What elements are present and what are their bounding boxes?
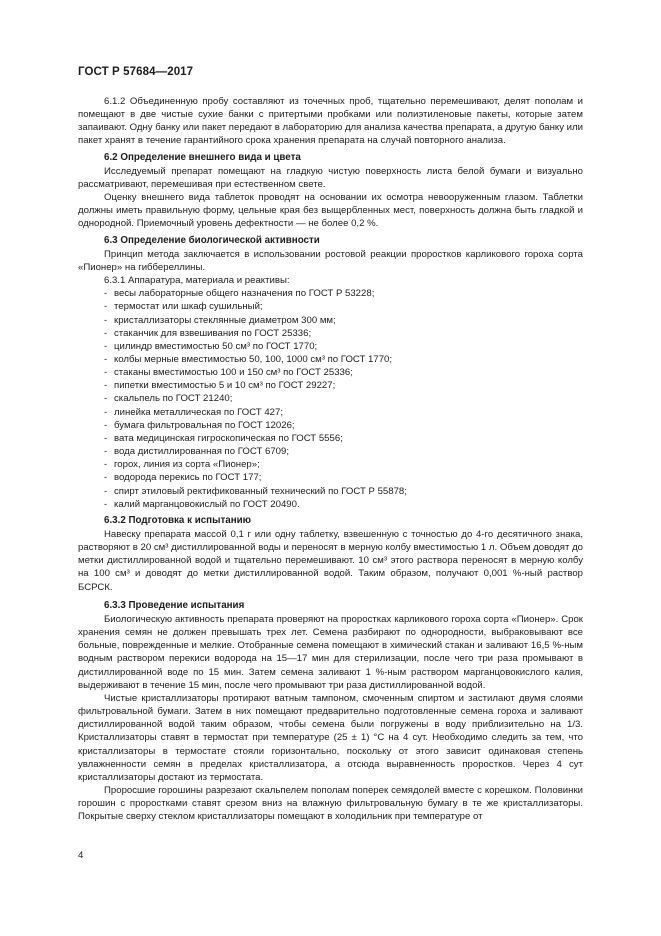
list-marker: - — [104, 432, 108, 444]
list-marker: - — [104, 472, 108, 484]
list-marker: - — [104, 485, 108, 497]
list-item — [78, 485, 583, 498]
heading-6-2: 6.2 Определение внешнего вида и цвета — [104, 151, 301, 163]
heading-6-3-3: 6.3.3 Проведение испытания — [104, 599, 245, 611]
list-item — [78, 300, 583, 313]
list-item — [78, 366, 583, 379]
list-item-text: скальпель по ГОСТ 21240; — [114, 393, 233, 405]
list-item-text: вата медицинская гигроскопическая по ГОСТ 5556; — [114, 432, 343, 444]
list-item-text: колбы мерные вместимостью 50, 100, 1000 см³ по ГОСТ 1770; — [114, 353, 393, 365]
list-item-text: вода дистиллированная по ГОСТ 6709; — [114, 446, 290, 458]
list-item-text: весы лабораторные общего назначения по ГОСТ Р 53228; — [114, 288, 375, 300]
list-item-text: бумага фильтровальная по ГОСТ 12026; — [114, 419, 295, 431]
list-marker: - — [104, 353, 108, 365]
list-item-text: калий марганцовокислый по ГОСТ 20490. — [114, 498, 300, 510]
list-marker: - — [104, 380, 108, 392]
list-item-text: кристаллизаторы стеклянные диаметром 300 мм; — [114, 314, 336, 326]
list-item — [78, 379, 583, 392]
list-marker: - — [104, 459, 108, 471]
list-marker: - — [104, 301, 108, 313]
equipment-list — [78, 287, 583, 511]
list-item — [78, 340, 583, 353]
list-marker: - — [104, 393, 108, 405]
list-item-text: термостат или шкаф сушильный; — [114, 301, 263, 313]
list-marker: - — [104, 367, 108, 379]
list-item — [78, 314, 583, 327]
list-item-text: цилиндр вместимостью 50 см³ по ГОСТ 1770; — [114, 340, 318, 352]
list-marker: - — [104, 419, 108, 431]
paragraph-6-3-3: Биологическую активность препарата проверяют на проростках карликового гороха сорта «Пионер». Срок хранения семян не должен превышать трех лет. Семена разбирают по однородности, выбраковывают все больные, поврежденные и мелкие. Отобранные семена помещают в химический стакан и заливают 16,5 %-ным водным раствором перекиси водорода на 15—17 мин для стерилизации, после чего три раза промывают в дистиллированной воде по 15 мин. Затем семена заливают 1 %-ным раствором марганцовокислого калия, выдерживают в течение 15 мин, после чего промывают три раза дистиллированной водой. — [78, 613, 583, 691]
list-item — [78, 353, 583, 366]
heading-6-3-2: 6.3.2 Подготовка к испытанию — [104, 514, 252, 526]
list-item — [78, 432, 583, 445]
list-marker: - — [104, 327, 108, 339]
list-marker: - — [104, 340, 108, 352]
page-number: 4 — [78, 850, 84, 861]
list-marker: - — [104, 406, 108, 418]
document-body — [78, 95, 583, 823]
list-item — [78, 458, 583, 471]
list-marker: - — [104, 314, 108, 326]
paragraph-6-3-2: Навеску препарата массой 0,1 г или одну таблетку, взвешенную с точностью до 4-го десятичного знака, растворяют в 20 см³ дистиллированной воды и переносят в мерную колбу вместимостью 1 л. Объем доводят до метки дистиллированной водой и тщательно перемешивают. 10 см³ этого раствора переносят в мерную колбу на 100 см³ и доводят до метки дистиллированной водой. Таким образом, получают 0,001 %-ный раствор БСРСК. — [78, 529, 583, 593]
paragraph: Оценку внешнего вида таблеток проводят на основании их осмотра невооруженным глазом. Таблетки должны иметь правильную форму, цельные края без выщербленных мест, поверхность должна быть гладкой и однородной. Приемочный уровень дефектности — не более 0,2 %. — [78, 192, 583, 230]
list-item — [78, 419, 583, 432]
paragraph: Принцип метода заключается в использовании ростовой реакции проростков карликового гороха сорта «Пионер» на гиббереллины. — [78, 248, 583, 273]
list-marker: - — [104, 288, 108, 300]
list-item — [78, 445, 583, 458]
list-item — [78, 471, 583, 484]
list-item-text: водорода перекись по ГОСТ 177; — [114, 472, 262, 484]
list-item — [78, 498, 583, 511]
list-item — [78, 327, 583, 340]
list-item — [78, 392, 583, 405]
heading-6-3: 6.3 Определение биологической активности — [104, 234, 320, 246]
list-item-text: стаканчик для взвешивания по ГОСТ 25336; — [114, 327, 312, 339]
list-item-text: пипетки вместимостью 5 и 10 см³ по ГОСТ 29227; — [114, 380, 336, 392]
list-item-text: спирт этиловый ректификованный технический по ГОСТ Р 55878; — [114, 485, 407, 497]
list-marker: - — [104, 446, 108, 458]
list-marker: - — [104, 498, 108, 510]
paragraph: Исследуемый препарат помещают на гладкую чистую поверхность листа белой бумаги и визуально рассматривают, перемешивая при естественном свете. — [78, 165, 583, 190]
paragraph-6-3-3: Чистые кристаллизаторы протирают ватным тампоном, смоченным спиртом и застилают двумя слоями фильтровальной бумаги. Затем в них помещают предварительно подготовленные семена гороха и заливают дистиллированной водой таким образом, чтобы семена были погружены в воду приблизительно на 1/3. Кристаллизаторы ставят в термостат при температуре (25 ± 1) °С на 4 сут. Необходимо следить за тем, что кристаллизаторы в термостате стояли горизонтально, поскольку от этого зависит одинаковая степень увлажненности семян в пределах кристаллизатора, а отсюда выравненность проростков. Через 4 сут кристаллизаторы достают из термостата. — [78, 692, 583, 783]
list-item-text: линейка металлическая по ГОСТ 427; — [114, 406, 284, 418]
document-header: ГОСТ Р 57684—2017 — [78, 66, 194, 78]
paragraph-6-3-3: Проросшие горошины разрезают скальпелем пополам поперек семядолей вместе с корешком. Половинки горошин с проростками ставят срезом вниз на влажную фильтровальную бумагу в те же кристаллизаторы. Покрытые сверху стеклом кристаллизаторы помещают в холодильник при температуре от — [78, 784, 583, 823]
list-item-text: стаканы вместимостью 100 и 150 см³ по ГОСТ 25336; — [114, 367, 353, 379]
list-item-text: горох, линия из сорта «Пионер»; — [114, 459, 260, 471]
list-item — [78, 406, 583, 419]
paragraph-6-3-1: 6.3.1 Аппаратура, материала и реактивы: — [104, 275, 290, 287]
list-item — [78, 287, 583, 300]
paragraph-6-1-2: 6.1.2 Объединенную пробу составляют из точечных проб, тщательно перемешивают, делят пополам и помещают в две чистые сухие банки с притертыми пробками или полиэтиленовые пакеты, которые затем запаивают. Одну банку или пакет передают в лабораторию для анализа качества препарата, а другую банку или пакет хранят в течение гарантийного срока хранения препарата на случай повторного анализа. — [78, 96, 583, 147]
